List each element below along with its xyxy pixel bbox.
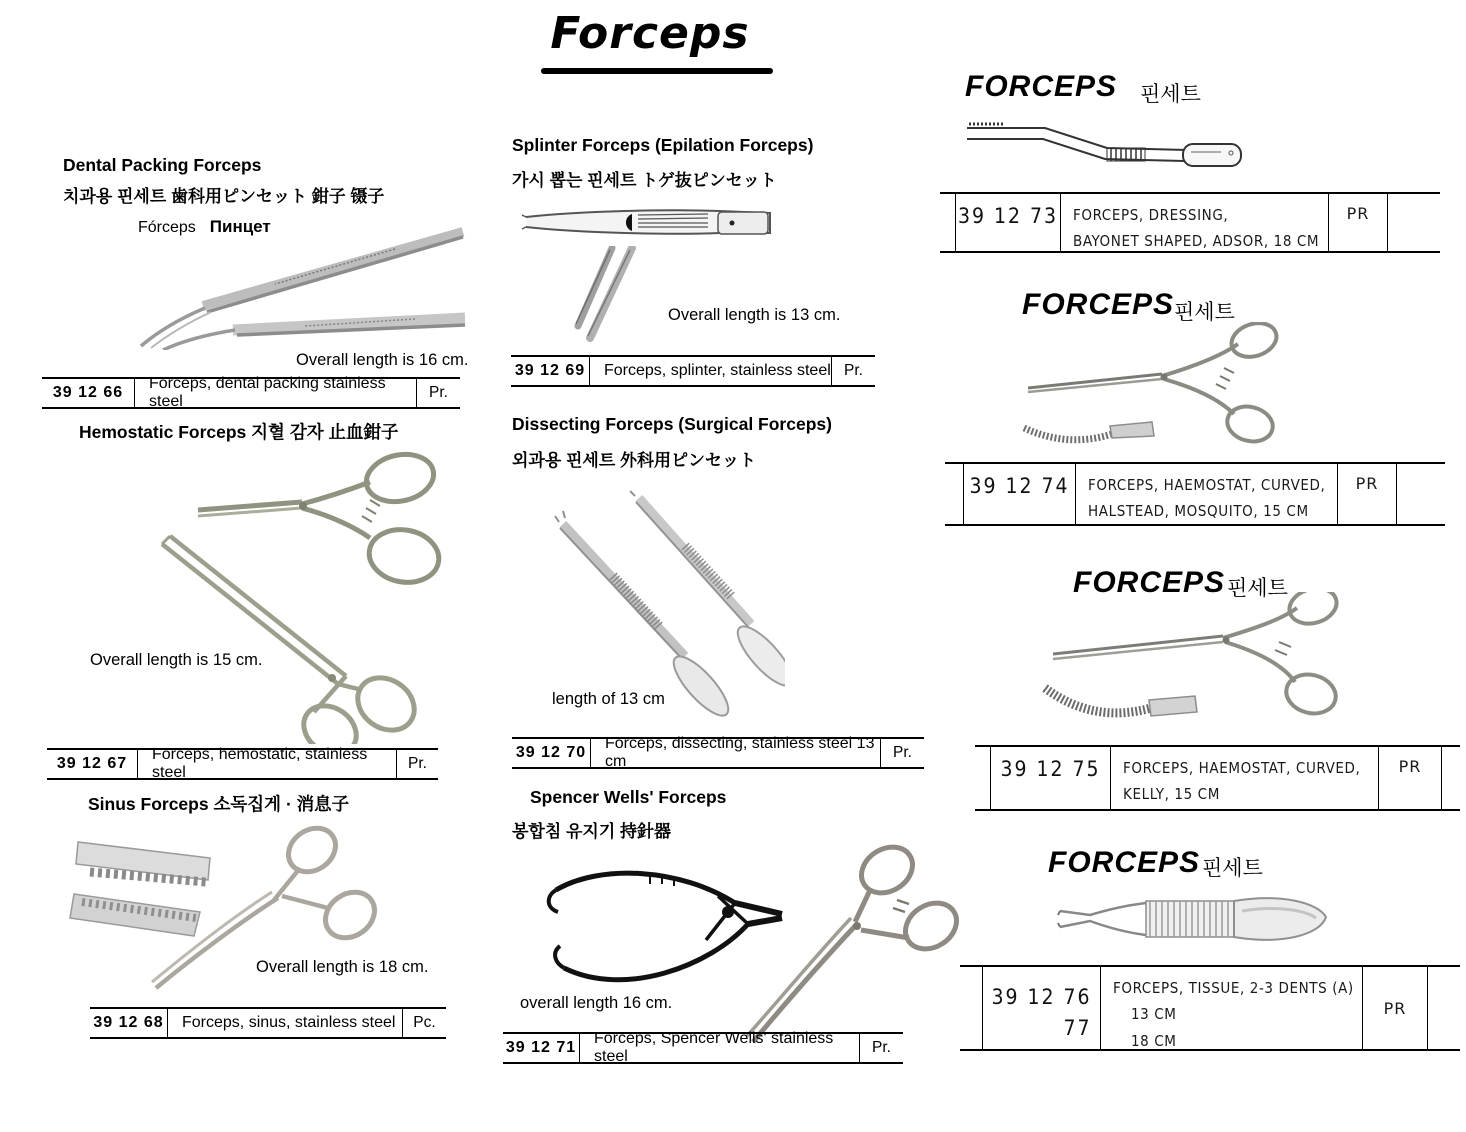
product-unit: PR bbox=[1337, 464, 1397, 524]
product-code: 39 12 71 bbox=[505, 1039, 577, 1056]
kelly-product-row bbox=[975, 745, 1460, 811]
code-line-1: 39 12 76 bbox=[991, 984, 1092, 1009]
rsection-i18n-dressing: 핀세트 bbox=[1140, 83, 1201, 106]
splinter-forceps-image bbox=[520, 203, 778, 243]
kelly-forceps-image bbox=[1035, 592, 1345, 732]
product-unit: Pr. bbox=[880, 739, 924, 767]
section-title-dental: Dental Packing Forceps bbox=[63, 155, 262, 175]
tissue-product-row bbox=[960, 965, 1460, 1051]
adson-forceps-image bbox=[1050, 885, 1335, 955]
code-line-2: 77 bbox=[1063, 1016, 1092, 1040]
section-i18n-spencer: 봉합침 유지기 持針器 bbox=[512, 822, 671, 841]
section-title-splinter: Splinter Forceps (Epilation Forceps) bbox=[512, 135, 814, 155]
product-code: 39 12 75 bbox=[990, 747, 1110, 809]
desc-line-2: HALSTEAD, MOSQUITO, 15 CM bbox=[1088, 502, 1309, 521]
desc-line-2: BAYONET SHAPED, ADSOR, 18 CM bbox=[1073, 232, 1320, 251]
product-unit: Pr. bbox=[831, 357, 875, 385]
spencer-hemostat-photo bbox=[735, 838, 960, 1050]
section-i18n-dissecting: 외과용 핀세트 外科用ピンセット bbox=[512, 451, 756, 470]
desc-line-3: 18 CM bbox=[1131, 1031, 1177, 1050]
section-i18n-splinter: 가시 뽑는 핀세트 トゲ抜ピンセット bbox=[512, 171, 777, 190]
rsection-title-dressing: FORCEPS bbox=[965, 70, 1118, 103]
rsection-i18n-halstead: 핀세트 bbox=[1174, 301, 1235, 324]
desc-line-1: FORCEPS, TISSUE, 2-3 DENTS (A) bbox=[1113, 979, 1354, 997]
desc-line-1: FORCEPS, HAEMOSTAT, CURVED, bbox=[1088, 476, 1326, 494]
rsection-title-tissue: FORCEPS bbox=[1048, 846, 1201, 879]
dissecting-length-caption: length of 13 cm bbox=[552, 690, 665, 708]
title-underline bbox=[541, 68, 773, 74]
product-code: 39 12 73 bbox=[955, 194, 1060, 251]
product-unit: Pc. bbox=[402, 1009, 446, 1037]
desc-line-2: KELLY, 15 CM bbox=[1123, 785, 1220, 804]
section-title-hemostatic bbox=[79, 419, 399, 444]
product-unit: PR bbox=[1328, 194, 1388, 251]
spencer-product-row bbox=[503, 1032, 903, 1064]
sinus-title-en: Sinus Forceps bbox=[88, 794, 209, 814]
section-title-dissecting: Dissecting Forceps (Surgical Forceps) bbox=[512, 414, 832, 434]
rsection-title-halstead: FORCEPS bbox=[1022, 288, 1175, 321]
dental-lang-es: Fórceps bbox=[138, 219, 196, 236]
product-desc: Forceps, sinus, stainless steel bbox=[167, 1009, 402, 1037]
product-desc bbox=[1075, 464, 1337, 524]
sinus-length-caption: Overall length is 18 cm. bbox=[256, 958, 429, 976]
product-code: 39 12 74 bbox=[963, 464, 1075, 524]
bayonet-forceps-image bbox=[955, 112, 1250, 174]
product-unit: Pr. bbox=[396, 750, 438, 778]
hemostatic-forceps-image bbox=[70, 446, 465, 744]
sinus-product-row bbox=[90, 1007, 446, 1039]
halstead-product-row bbox=[945, 462, 1445, 526]
product-desc: Forceps, hemostatic, stainless steel bbox=[137, 750, 396, 778]
page-title: Forceps bbox=[550, 8, 750, 59]
rsection-i18n-kelly: 핀세트 bbox=[1227, 577, 1288, 600]
product-desc bbox=[1060, 194, 1328, 251]
dressing-product-row bbox=[940, 192, 1440, 253]
product-unit: Pr. bbox=[416, 379, 460, 407]
dental-forceps-image bbox=[65, 226, 470, 350]
product-desc: Forceps, dissecting, stainless steel 13 cm bbox=[590, 739, 880, 767]
product-code: 39 12 68 bbox=[93, 1014, 164, 1031]
product-desc bbox=[1100, 967, 1362, 1049]
section-title-sinus bbox=[88, 791, 349, 816]
dental-lang-ru: Пинцет bbox=[209, 217, 271, 236]
splinter-tips-image bbox=[560, 246, 655, 346]
sinus-title-i18n: 소독집게 · 消息子 bbox=[213, 794, 350, 814]
hemostatic-product-row bbox=[47, 748, 438, 780]
product-desc: Forceps, splinter, stainless steel bbox=[589, 357, 831, 385]
splinter-product-row bbox=[511, 355, 875, 387]
desc-line-1: FORCEPS, HAEMOSTAT, CURVED, bbox=[1123, 759, 1361, 777]
product-unit: PR bbox=[1362, 967, 1428, 1049]
product-unit: PR bbox=[1378, 747, 1442, 809]
desc-line-2: 13 CM bbox=[1131, 1005, 1177, 1024]
dental-product-row bbox=[42, 377, 460, 409]
rsection-i18n-tissue: 핀세트 bbox=[1202, 857, 1263, 880]
product-code: 39 12 69 bbox=[514, 362, 586, 379]
section-i18n-dental: 치과용 핀세트 歯科用ピンセット 鉗子 镊子 bbox=[63, 187, 385, 206]
dissecting-forceps-image bbox=[535, 476, 785, 726]
hemostatic-length-caption: Overall length is 15 cm. bbox=[90, 651, 263, 669]
spencer-length-caption: overall length 16 cm. bbox=[520, 994, 673, 1012]
hemostatic-title-en: Hemostatic Forceps bbox=[79, 422, 247, 442]
dissecting-product-row bbox=[512, 737, 924, 769]
product-desc: Forceps, dental packing stainless steel bbox=[134, 379, 416, 407]
rsection-title-kelly: FORCEPS bbox=[1073, 566, 1226, 599]
halstead-forceps-image bbox=[1010, 322, 1300, 452]
product-code: 39 12 66 bbox=[52, 384, 124, 401]
dental-length-caption: Overall length is 16 cm. bbox=[296, 351, 469, 369]
product-desc: Forceps, Spencer Wells' stainless steel bbox=[579, 1034, 859, 1062]
product-desc bbox=[1110, 747, 1378, 809]
product-unit: Pr. bbox=[859, 1034, 903, 1062]
product-code: 39 12 70 bbox=[515, 744, 587, 761]
product-code: 39 12 67 bbox=[56, 755, 128, 772]
section-title-spencer: Spencer Wells' Forceps bbox=[530, 787, 727, 807]
splinter-length-caption: Overall length is 13 cm. bbox=[668, 306, 841, 324]
desc-line-1: FORCEPS, DRESSING, bbox=[1073, 206, 1229, 224]
product-code bbox=[982, 967, 1100, 1049]
hemostatic-title-i18n: 지혈 감자 止血鉗子 bbox=[251, 422, 399, 442]
